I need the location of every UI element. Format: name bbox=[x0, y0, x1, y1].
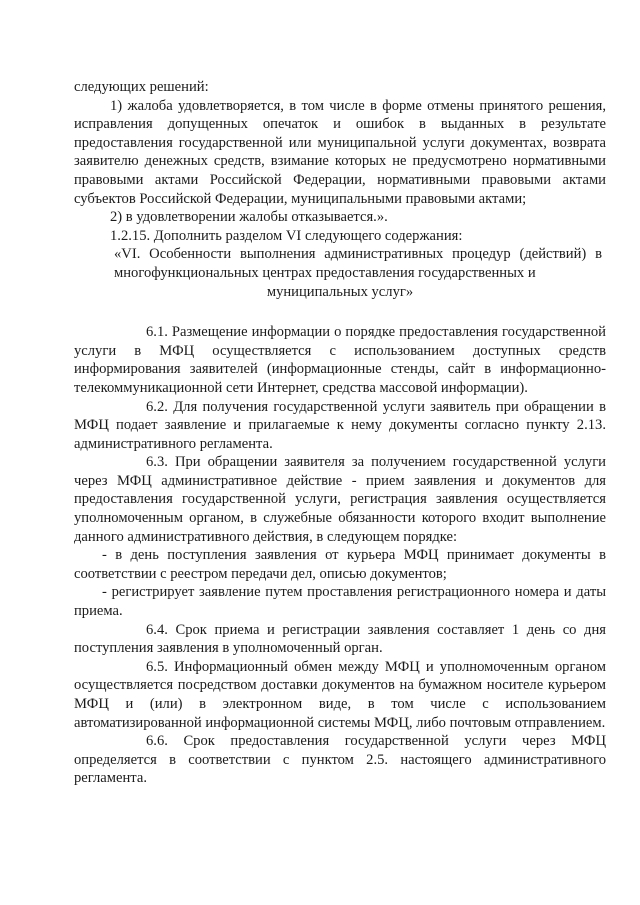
paragraph-6-3 bbox=[74, 453, 606, 546]
paragraph-number: 6.1. bbox=[146, 324, 168, 341]
section-heading-end bbox=[74, 283, 606, 302]
paragraph-text: При обращении заявителя за получением государственной услуги через МФЦ административное действие - прием заявления и документов для предоставления государственной услуги, регистрация заявления осуществляется уполномоченным органом, в служебные обязанности которого входит выполнение данного административного действия, в следующем порядке: bbox=[74, 454, 606, 545]
paragraph-6-3-item-1: - в день поступления заявления от курьера МФЦ принимает документы в соответствии с реестром передачи дел, описью документов; bbox=[74, 547, 606, 582]
paragraph-number: 6.2. bbox=[146, 398, 168, 415]
paragraph-6-3-item-2: - регистрирует заявление путем проставления регистрационного номера и даты приема. bbox=[74, 584, 606, 620]
paragraph-number: 6.3. bbox=[146, 454, 168, 471]
section-heading bbox=[74, 245, 606, 282]
paragraph-6-2 bbox=[74, 398, 606, 454]
paragraph-6-6 bbox=[74, 732, 606, 788]
paragraph-text: Срок приема и регистрации заявления составляет 1 день со дня поступления заявления в уполномоченный орган. bbox=[74, 621, 606, 657]
document-page bbox=[74, 78, 606, 788]
decision-option-1: 1) жалоба удовлетворяется, в том числе в форме отмены принятого решения, исправления допущенных опечаток и ошибок в выданных в результате предоставления государственной или муниципальной услуги документах, возврата заявителю денежных средств, взимание которых не предусмотрено нормативными правовыми актами Российской Федерации, нормативными правовыми актами субъектов Российской Федерации, муниципальными правовыми актами; bbox=[74, 97, 606, 207]
paragraph-text: Размещение информации о порядке предоставления государственной услуги в МФЦ осуществляется с использованием доступных средств информирования заявителей (информационные стенды, сайт в информационно-телекоммуникационной сети Интернет, средства массовой информации). bbox=[74, 324, 606, 396]
paragraph-number: 6.4. bbox=[146, 621, 168, 638]
paragraph-6-5 bbox=[74, 658, 606, 732]
section-heading-line-1: «VI. Особенности выполнения административных процедур (действий) в многофункциональных центрах предоставления государственных и bbox=[114, 246, 602, 281]
paragraph-text: Информационный обмен между МФЦ и уполномоченным органом осуществляется посредством доставки документов на бумажном носителе курьером МФЦ и (или) в электронном виде, в том числе с использованием автоматизированной информационной системы МФЦ, либо почтовым отправлением. bbox=[74, 658, 606, 731]
section-heading-line-2: муниципальных услуг» bbox=[266, 283, 414, 300]
paragraph-6-1 bbox=[74, 323, 606, 397]
paragraph-text: Для получения государственной услуги заявитель при обращении в МФЦ подает заявление и прилагаемые к нему документы согласно пункту 2.13. административного регламента. bbox=[74, 398, 606, 452]
lead-line: следующих решений: bbox=[74, 79, 209, 95]
paragraph-number: 6.6. bbox=[146, 733, 168, 750]
clause-1-2-15: 1.2.15. Дополнить разделом VI следующего содержания: bbox=[110, 227, 463, 244]
paragraph-text: Срок предоставления государственной услуги через МФЦ определяется в соответствии с пунктом 2.5. настоящего административного регламента. bbox=[74, 733, 606, 787]
decision-option-2: 2) в удовлетворении жалобы отказывается.». bbox=[110, 209, 388, 226]
paragraph-number: 6.5. bbox=[146, 658, 168, 675]
paragraph-6-4 bbox=[74, 621, 606, 658]
